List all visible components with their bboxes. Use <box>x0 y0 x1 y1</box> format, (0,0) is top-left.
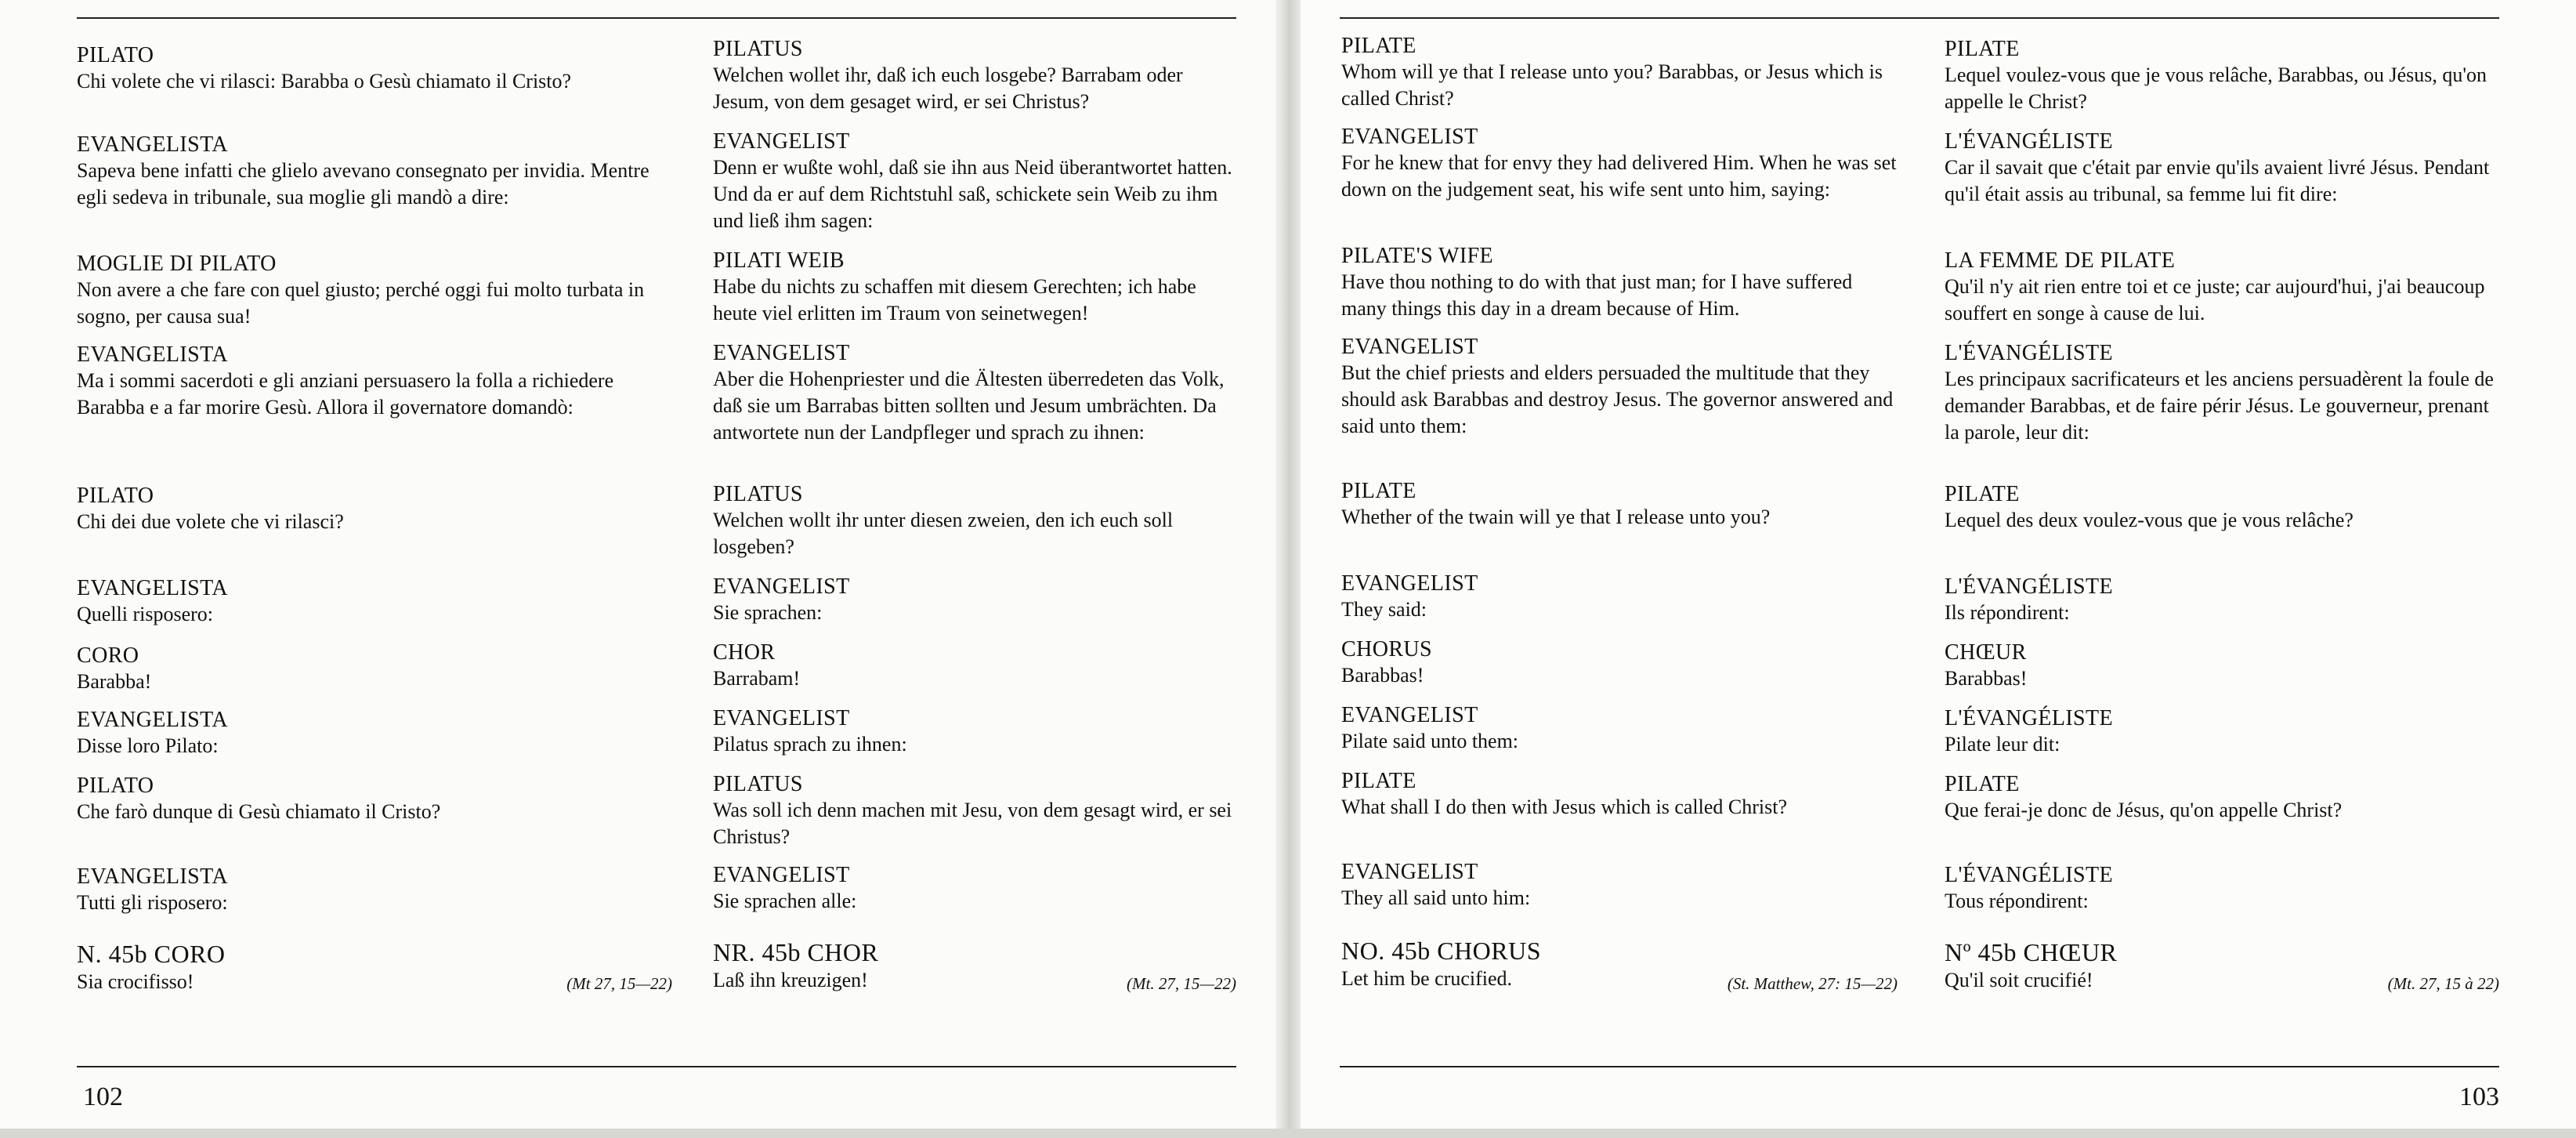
speaker-name: LA FEMME DE PILATE <box>1945 248 2176 273</box>
top-rule <box>1340 17 2499 19</box>
speaker-name: PILATE <box>1945 37 2020 61</box>
text-block <box>713 129 1236 234</box>
spoken-text: Whether of the twain will ye that I release unto you? <box>1341 506 1771 528</box>
speaker-name: CHOR <box>713 640 776 665</box>
speaker-name: EVANGELISTA <box>77 342 228 367</box>
speaker-name: EVANGELISTA <box>77 132 228 157</box>
spoken-text: Pilate said unto them: <box>1341 730 1519 752</box>
text-block <box>77 42 672 95</box>
speaker-name: PILATE <box>1341 479 1416 503</box>
speaker-name: EVANGELIST <box>1341 571 1478 596</box>
spoken-text: Welchen wollet ihr, daß ich euch losgebe? Barrabam oder Jesum, von dem gesaget wird, er sei Christus? <box>713 63 1183 113</box>
spoken-text: Laß ihn kreuzigen! <box>713 969 868 991</box>
speaker-name: EVANGELIST <box>713 863 850 887</box>
spoken-text: Sie sprachen alle: <box>713 890 857 912</box>
english-column <box>1341 24 1898 1019</box>
spoken-text: For he knew that for envy they had delivered Him. When he was set down on the judgement seat, his wife sent unto him, saying: <box>1341 151 1897 201</box>
text-block <box>77 251 672 330</box>
text-block <box>77 132 672 211</box>
spoken-text: Habe du nichts zu schaffen mit diesem Gerechten; ich habe heute viel erlitten im Traum von seinetwegen! <box>713 275 1196 324</box>
text-block <box>713 248 1236 327</box>
speaker-name: PILATO <box>77 484 154 508</box>
spoken-text: Sia crocifisso! <box>77 970 194 993</box>
movement-heading: Nº 45b CHŒUR <box>1945 938 2118 966</box>
spoken-text: Ma i sommi sacerdoti e gli anziani persuasero la folla a richiedere Barabba e a far morire Gesù. Allora il governatore domandò: <box>77 369 614 419</box>
top-rule <box>77 17 1236 19</box>
spoken-text: Aber die Hohenpriester und die Ältesten überredeten das Volk, daß sie um Barrabas bitten sollten und Jesum umbrächten. Da antwortete nun der Landpfleger und sprach zu ihnen: <box>713 368 1225 444</box>
left-page <box>0 0 1275 1129</box>
spoken-text: Lequel voulez-vous que je vous relâche, Barabbas, ou Jésus, qu'on appelle le Christ? <box>1945 63 2487 113</box>
spoken-text: Non avere a che fare con quel giusto; perché oggi fui molto turbata in sogno, per causa sua! <box>77 278 645 328</box>
text-block <box>1341 243 1898 322</box>
spoken-text: They all said unto him: <box>1341 886 1531 909</box>
spoken-text: Lequel des deux voulez-vous que je vous relâche? <box>1945 509 2353 531</box>
text-block <box>1341 571 1898 623</box>
text-block <box>1945 481 2499 534</box>
spoken-text: Car il savait que c'était par envie qu'ils avaient livré Jésus. Pendant qu'il était assis au tribunal, sa femme lui fit dire: <box>1945 156 2490 205</box>
movement-heading: N. 45b CORO <box>77 940 226 968</box>
bottom-rule <box>1340 1066 2499 1067</box>
text-block <box>1945 340 2499 446</box>
speaker-name: EVANGELISTA <box>77 576 228 600</box>
spoken-text: Barrabam! <box>713 667 801 690</box>
spoken-text: Tous répondirent: <box>1945 890 2089 912</box>
text-block <box>77 773 672 825</box>
text-block <box>713 771 1236 850</box>
text-block <box>77 342 672 421</box>
speaker-name: L'ÉVANGÉLISTE <box>1945 706 2114 730</box>
text-block <box>713 481 1236 560</box>
speaker-name: PILATE'S WIFE <box>1341 244 1494 268</box>
text-block <box>1341 33 1898 112</box>
text-block <box>1945 129 2499 208</box>
spoken-text: Sie sprachen: <box>713 601 823 624</box>
speaker-name: MOGLIE DI PILATO <box>77 252 277 276</box>
text-block <box>713 574 1236 626</box>
spoken-text: Denn er wußte wohl, daß sie ihn aus Neid überantwortet hatten. Und da er auf dem Richtstuhl saß, schickete sein Weib zu ihm und ließ ihm sagen: <box>713 156 1232 232</box>
movement-heading: NO. 45b CHORUS <box>1341 937 1542 965</box>
page-number: 102 <box>83 1082 123 1111</box>
text-block <box>713 340 1236 446</box>
german-column <box>713 24 1236 1019</box>
spoken-text: Disse loro Pilato: <box>77 734 219 757</box>
scripture-citation: (Mt 27, 15—22) <box>566 974 672 993</box>
speaker-name: L'ÉVANGÉLISTE <box>1945 341 2114 365</box>
text-block <box>77 864 672 916</box>
right-page <box>1301 0 2576 1129</box>
speaker-name: EVANGELIST <box>713 341 850 365</box>
spoken-text: What shall I do then with Jesus which is called Christ? <box>1341 796 1788 818</box>
speaker-name: PILATO <box>77 774 154 798</box>
scripture-citation: (Mt. 27, 15 à 22) <box>2387 974 2499 993</box>
speaker-name: PILATE <box>1945 772 2020 796</box>
scan-edge <box>0 1129 2576 1138</box>
text-block <box>1341 768 1898 821</box>
spoken-text: Pilate leur dit: <box>1945 733 2060 756</box>
speaker-name: L'ÉVANGÉLISTE <box>1945 574 2114 599</box>
spoken-text: Che farò dunque di Gesù chiamato il Cristo? <box>77 800 441 823</box>
speaker-name: EVANGELIST <box>713 129 850 154</box>
speaker-name: PILATE <box>1341 34 1416 58</box>
speaker-name: CHORUS <box>1341 637 1432 661</box>
speaker-name: EVANGELIST <box>713 706 850 730</box>
speaker-name: L'ÉVANGÉLISTE <box>1945 129 2114 154</box>
movement-heading: NR. 45b CHOR <box>713 938 879 966</box>
speaker-name: EVANGELIST <box>1341 125 1478 149</box>
text-block <box>1341 124 1898 203</box>
speaker-name: EVANGELIST <box>1341 860 1478 884</box>
spoken-text: Pilatus sprach zu ihnen: <box>713 733 907 756</box>
text-block <box>1341 859 1898 911</box>
text-block <box>77 643 672 695</box>
spoken-text: Qu'il n'y ait rien entre toi et ce juste; car aujourd'hui, j'ai beaucoup souffert en songe à cause de lui. <box>1945 275 2485 324</box>
text-block <box>713 862 1236 915</box>
speaker-name: PILATE <box>1945 482 2020 506</box>
spoken-text: Barabbas! <box>1341 664 1424 687</box>
bottom-rule <box>77 1066 1236 1067</box>
speaker-name: PILATUS <box>713 37 803 61</box>
spoken-text: Ils répondirent: <box>1945 601 2070 624</box>
spoken-text: They said: <box>1341 598 1427 621</box>
spoken-text: Chi dei due volete che vi rilasci? <box>77 510 344 533</box>
text-block <box>77 575 672 628</box>
spoken-text: Les principaux sacrificateurs et les anciens persuadèrent la foule de demander Barabbas, et de faire périr Jésus. Le gouverneur, prenant la parole, leur dit: <box>1945 368 2494 444</box>
text-block <box>1341 478 1898 531</box>
text-block <box>1341 702 1898 755</box>
speaker-name: EVANGELIST <box>713 574 850 599</box>
book-gutter <box>1275 0 1301 1138</box>
text-block <box>1341 636 1898 689</box>
page-number: 103 <box>2459 1082 2499 1111</box>
spoken-text: Sapeva bene infatti che glielo avevano consegnato per invidia. Mentre egli sedeva in tribunale, sua moglie gli mandò a dire: <box>77 159 649 208</box>
scripture-citation: (St. Matthew, 27: 15—22) <box>1727 974 1898 993</box>
text-block <box>77 707 672 759</box>
text-block <box>713 36 1236 115</box>
text-block <box>1945 36 2499 115</box>
spoken-text: Barabbas! <box>1945 667 2028 690</box>
speaker-name: EVANGELISTA <box>77 708 228 732</box>
scripture-citation: (Mt. 27, 15—22) <box>1127 974 1236 993</box>
speaker-name: PILATE <box>1341 769 1416 793</box>
speaker-name: PILATUS <box>713 482 803 506</box>
text-block <box>77 483 672 535</box>
speaker-name: PILATUS <box>713 772 803 796</box>
text-block <box>1945 640 2499 692</box>
spoken-text: Welchen wollt ihr unter diesen zweien, den ich euch soll losgeben? <box>713 509 1174 558</box>
speaker-name: CORO <box>77 643 139 668</box>
text-block <box>1945 862 2499 915</box>
italian-column <box>77 24 672 1019</box>
spoken-text: Barabba! <box>77 670 152 693</box>
speaker-name: PILATI WEIB <box>713 248 845 273</box>
spoken-text: Whom will ye that I release unto you? Barabbas, or Jesus which is called Christ? <box>1341 60 1883 110</box>
french-column <box>1945 24 2499 1019</box>
text-block <box>1945 248 2499 327</box>
text-block <box>713 640 1236 692</box>
text-block <box>1945 705 2499 758</box>
spoken-text: Chi volete che vi rilasci: Barabba o Gesù chiamato il Cristo? <box>77 70 572 92</box>
text-block <box>713 705 1236 758</box>
spoken-text: Tutti gli risposero: <box>77 891 228 914</box>
spoken-text: Que ferai-je donc de Jésus, qu'on appelle Christ? <box>1945 799 2343 821</box>
spoken-text: Let him be crucified. <box>1341 967 1513 990</box>
spoken-text: Qu'il soit crucifié! <box>1945 969 2093 991</box>
speaker-name: CHŒUR <box>1945 640 2027 665</box>
text-block <box>1945 574 2499 626</box>
spoken-text: Quelli risposero: <box>77 603 214 625</box>
speaker-name: EVANGELIST <box>1341 703 1478 727</box>
spoken-text: Was soll ich denn machen mit Jesu, von dem gesagt wird, er sei Christus? <box>713 799 1232 848</box>
spoken-text: But the chief priests and elders persuaded the multitude that they should ask Barabbas and destroy Jesus. The governor answered and said unto them: <box>1341 361 1894 437</box>
spoken-text: Have thou nothing to do with that just man; for I have suffered many things this day in a dream because of Him. <box>1341 270 1853 320</box>
text-block <box>1341 334 1898 440</box>
speaker-name: L'ÉVANGÉLISTE <box>1945 863 2114 887</box>
text-block <box>1945 771 2499 824</box>
speaker-name: PILATO <box>77 43 154 67</box>
speaker-name: EVANGELIST <box>1341 335 1478 359</box>
speaker-name: EVANGELISTA <box>77 864 228 889</box>
